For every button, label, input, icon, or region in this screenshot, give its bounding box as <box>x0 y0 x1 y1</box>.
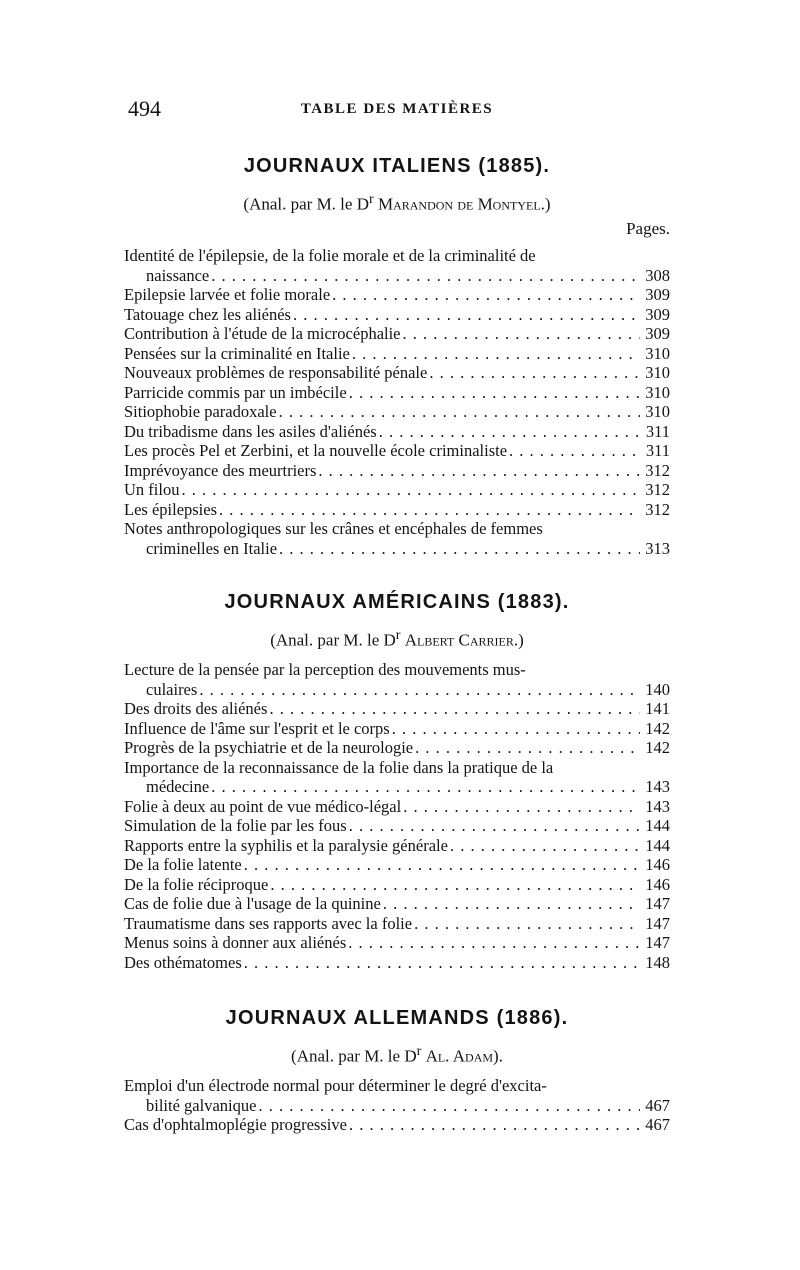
toc-page-number: 146 <box>645 874 670 894</box>
toc-page-number: 467 <box>645 1095 670 1115</box>
dot-leader <box>448 836 640 856</box>
toc-entry-last-line <box>124 480 670 500</box>
running-title: TABLE DES MATIÈRES <box>300 101 494 117</box>
dot-leader <box>209 777 640 797</box>
toc-entry <box>124 836 670 856</box>
toc-page-number: 142 <box>645 718 670 738</box>
toc-entry <box>124 305 670 325</box>
toc-page-number: 144 <box>645 816 670 835</box>
toc-entry <box>124 699 670 719</box>
dot-leader <box>401 797 640 817</box>
toc-entry-last-line <box>124 738 670 758</box>
toc-page-number: 467 <box>645 1115 670 1134</box>
toc-entry <box>124 953 670 973</box>
toc-entry-line <box>124 758 670 778</box>
section-title: JOURNAUX ALLEMANDS (1886). <box>225 1007 569 1029</box>
dot-leader <box>413 738 640 758</box>
toc-entry-line <box>124 660 670 680</box>
toc-entry-last-line <box>124 797 670 817</box>
toc-page-number: 309 <box>645 304 670 324</box>
toc-entry-text: Cas de folie due à l'usage de la quinine <box>124 894 381 913</box>
toc-page-number: 312 <box>645 499 670 519</box>
toc-entry-text: Influence de l'âme sur l'esprit et le corps <box>124 718 390 738</box>
toc-entry-last-line <box>124 953 670 973</box>
toc-entry-last-line <box>124 777 670 797</box>
toc-entry-line <box>124 519 670 539</box>
dot-leader <box>197 680 640 700</box>
toc-page-number: 312 <box>645 480 670 499</box>
toc-entry-text: Des droits des aliénés <box>124 699 268 718</box>
toc-entry-last-line <box>124 500 670 520</box>
dot-leader <box>316 461 640 481</box>
section-title: JOURNAUX AMÉRICAINS (1883). <box>224 591 570 613</box>
toc-entry-last-line <box>124 402 670 422</box>
toc-entry-text: Epilepsie larvée et folie morale <box>124 285 331 304</box>
toc-entry-text: Du tribadisme dans les asiles d'aliénés <box>124 421 377 441</box>
toc-entry-last-line <box>124 324 670 344</box>
entry-list <box>124 660 670 972</box>
toc-entry <box>124 738 670 758</box>
toc-entry <box>124 719 670 739</box>
dot-leader <box>242 953 640 973</box>
dot-leader <box>268 875 640 895</box>
toc-entry-text: médecine <box>146 777 210 796</box>
toc-entry-last-line <box>124 894 670 914</box>
toc-entry <box>124 914 670 934</box>
toc-entry-last-line <box>124 719 670 739</box>
dot-leader <box>277 402 640 422</box>
toc-page-number: 143 <box>645 796 670 816</box>
section-title: JOURNAUX ITALIENS (1885). <box>243 155 551 177</box>
toc-page-number: 308 <box>645 265 670 285</box>
toc-entry-text: Folie à deux au point de vue médico-légal <box>124 796 402 816</box>
dot-leader <box>267 699 640 719</box>
toc-entry-text: Menus soins à donner aux aliénés <box>124 933 347 952</box>
toc-entry-last-line <box>124 699 670 719</box>
toc-entry-text: Des othématomes <box>124 952 242 972</box>
toc-entry-last-line <box>124 855 670 875</box>
toc-entry-text: Un filou <box>124 480 180 499</box>
toc-page-number: 312 <box>645 460 670 480</box>
section-subtitle: (Anal. par M. le $D^r$ Al. Adam). <box>291 1043 503 1066</box>
toc-entry <box>124 758 670 797</box>
toc-entry <box>124 500 670 520</box>
toc-entry-last-line <box>124 383 670 403</box>
toc-page-number: 309 <box>645 324 670 343</box>
page-header <box>124 96 670 124</box>
toc-entry-last-line <box>124 680 670 700</box>
toc-page-number: 311 <box>645 441 670 460</box>
toc-entry-text: Simulation de la folie par les fous <box>124 816 347 835</box>
toc-entry <box>124 383 670 403</box>
dot-leader <box>330 285 640 305</box>
toc-entry-last-line <box>124 1096 670 1116</box>
toc-entry-line <box>124 1076 670 1096</box>
toc-entry <box>124 480 670 500</box>
toc-entry <box>124 933 670 953</box>
toc-entry-text: Sitiophobie paradoxale <box>124 402 277 421</box>
dot-leader <box>179 480 640 500</box>
toc-entry-last-line <box>124 816 670 836</box>
section-subtitle: (Anal. par M. le $D^r$ Albert Carrier.) <box>270 627 524 650</box>
dot-leader <box>412 914 640 934</box>
entry-list <box>124 1076 670 1135</box>
section-subtitle: (Anal. par M. le $D^r$ Marandon de Montyel.) <box>243 191 551 214</box>
toc-entry-last-line <box>124 1115 670 1135</box>
toc-page-number: 146 <box>645 855 670 874</box>
toc-entry-text: Les procès Pel et Zerbini, et la nouvelle école criminaliste <box>124 441 508 460</box>
toc-entry-text: naissance <box>146 265 210 285</box>
toc-entry-text: criminelles en Italie <box>146 538 278 558</box>
dot-leader <box>350 344 640 364</box>
dot-leader <box>256 1096 640 1116</box>
toc-entry-text: Les épilepsies <box>124 499 218 519</box>
toc-entry-line <box>124 246 670 266</box>
toc-page-number: 148 <box>645 952 670 972</box>
dot-leader <box>209 266 640 286</box>
toc-entry-last-line <box>124 875 670 895</box>
toc-entry <box>124 344 670 364</box>
toc-entry-last-line <box>124 266 670 286</box>
toc-entry <box>124 816 670 836</box>
toc-entry-last-line <box>124 836 670 856</box>
toc-entry-last-line <box>124 344 670 364</box>
toc-page-number: 309 <box>645 285 670 304</box>
toc-entry-last-line <box>124 305 670 325</box>
toc-entry-text: De la folie latente <box>124 855 242 874</box>
page-number: 494 <box>128 96 161 121</box>
toc-entry <box>124 246 670 285</box>
toc-entry-text: culaires <box>146 679 198 699</box>
toc-entry-text: Lecture de la pensée par la perception des mouvements mus- <box>124 660 526 679</box>
entry-list <box>124 246 670 558</box>
toc-entry-last-line <box>124 933 670 953</box>
toc-entry-text: Tatouage chez les aliénés <box>124 304 291 324</box>
toc-entry-last-line <box>124 285 670 305</box>
toc-entry-text: Parricide commis par un imbécile <box>124 382 347 402</box>
dot-leader <box>347 816 640 836</box>
toc-entry <box>124 855 670 875</box>
toc-entry-text: Notes anthropologiques sur les crânes et encéphales de femmes <box>124 519 543 538</box>
dot-leader <box>242 855 640 875</box>
toc-page-number: 310 <box>645 363 670 382</box>
toc-entry-last-line <box>124 914 670 934</box>
toc-entry <box>124 894 670 914</box>
toc-entry-text: Importance de la reconnaissance de la folie dans la pratique de la <box>124 757 554 777</box>
toc-page-number: 313 <box>645 538 670 558</box>
dot-leader <box>401 324 640 344</box>
toc-entry-text: De la folie réciproque <box>124 874 269 894</box>
dot-leader <box>347 383 640 403</box>
dot-leader <box>381 894 640 914</box>
toc-entry <box>124 402 670 422</box>
toc-entry <box>124 363 670 383</box>
toc-page-number: 310 <box>645 402 670 421</box>
toc-entry-last-line <box>124 461 670 481</box>
toc-page-number: 310 <box>645 343 670 363</box>
toc-page-number: 142 <box>645 738 670 757</box>
toc-page-number: 147 <box>645 913 670 933</box>
toc-page-number: 147 <box>645 894 670 913</box>
dot-leader <box>277 539 640 559</box>
dot-leader <box>217 500 640 520</box>
toc-entry <box>124 660 670 699</box>
toc-entry-text: Pensées sur la criminalité en Italie <box>124 343 350 363</box>
toc-entry-text: Nouveaux problèmes de responsabilité pénale <box>124 363 428 382</box>
toc-entry <box>124 1115 670 1135</box>
toc-entry <box>124 324 670 344</box>
toc-entry-text: Imprévoyance des meurtriers <box>124 460 317 480</box>
section-journaux-allemands <box>124 1004 670 1135</box>
toc-page-number: 140 <box>645 679 670 699</box>
toc-entry <box>124 422 670 442</box>
toc-entry-text: Contribution à l'étude de la microcéphalie <box>124 324 401 343</box>
toc-page-number: 143 <box>645 777 670 796</box>
toc-page-number: 311 <box>645 421 670 441</box>
toc-page-number: 144 <box>645 835 670 855</box>
toc-page-number: 147 <box>645 933 670 952</box>
dot-leader <box>346 933 640 953</box>
toc-entry-text: Rapports entre la syphilis et la paralysie générale <box>124 835 448 855</box>
dot-leader <box>390 719 640 739</box>
toc-entry-text: Traumatisme dans ses rapports avec la folie <box>124 913 413 933</box>
toc-entry-last-line <box>124 441 670 461</box>
toc-entry-last-line <box>124 363 670 383</box>
toc-entry <box>124 285 670 305</box>
toc-entry-last-line <box>124 422 670 442</box>
toc-entry-text: Identité de l'épilepsie, de la folie morale et de la criminalité de <box>124 246 536 265</box>
toc-entry <box>124 797 670 817</box>
toc-entry-last-line <box>124 539 670 559</box>
pages-label: Pages. <box>626 219 670 238</box>
toc-entry-text: Progrès de la psychiatrie et de la neurologie <box>124 738 414 757</box>
dot-leader <box>507 441 640 461</box>
toc-entry <box>124 1076 670 1115</box>
toc-entry <box>124 519 670 558</box>
toc-page-number: 310 <box>645 382 670 402</box>
section-journaux-americains <box>124 588 670 972</box>
toc-entry <box>124 875 670 895</box>
dot-leader <box>377 422 640 442</box>
dot-leader <box>291 305 640 325</box>
toc-entry-text: bilité galvanique <box>146 1095 257 1115</box>
toc-entry <box>124 441 670 461</box>
toc-page-number: 141 <box>645 699 670 718</box>
toc-entry-text: Emploi d'un électrode normal pour déterminer le degré d'excita- <box>124 1076 547 1095</box>
dot-leader <box>347 1115 640 1135</box>
dot-leader <box>427 363 640 383</box>
toc-entry-text: Cas d'ophtalmoplégie progressive <box>124 1115 347 1134</box>
section-journaux-italiens <box>124 152 670 558</box>
toc-entry <box>124 461 670 481</box>
